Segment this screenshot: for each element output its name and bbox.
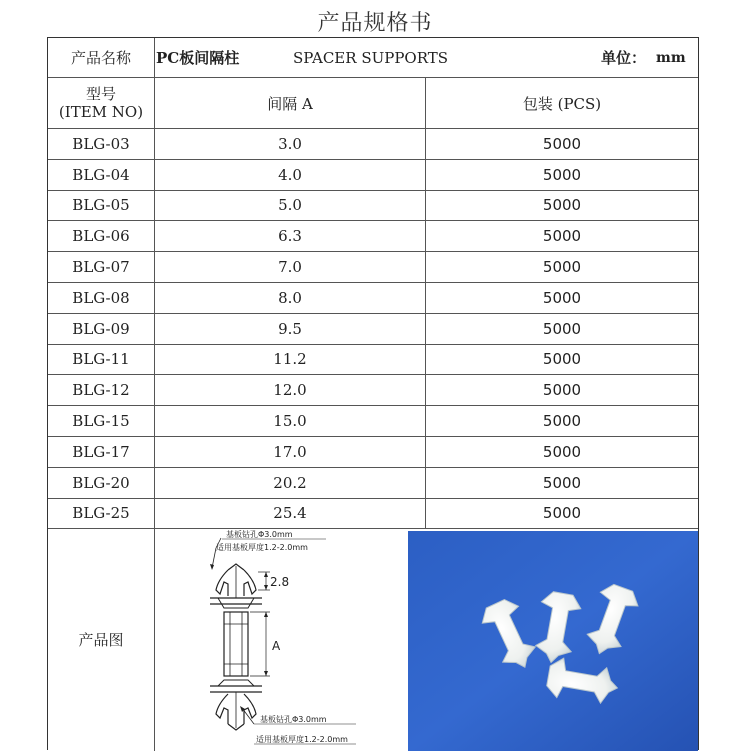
dimension-diagram	[156, 528, 406, 751]
table-row	[48, 437, 698, 468]
model-header-cn: 型号	[85, 85, 116, 103]
note-top-2: 适用基板厚度1.2-2.0mm	[216, 543, 308, 552]
spacing-header: 间隔 A	[155, 78, 426, 128]
model-cell: BLG-25	[48, 499, 155, 529]
model-cell: BLG-07	[48, 252, 155, 282]
dim-head-label: 2.8	[270, 575, 290, 589]
model-cell: BLG-17	[48, 437, 155, 467]
package-header: 包装 (PCS)	[522, 94, 602, 113]
note-bottom-1: 基板钻孔Φ3.0mm	[260, 715, 327, 724]
package-cell: 5000	[542, 196, 582, 215]
model-cell: BLG-03	[48, 129, 155, 159]
header-row	[48, 38, 698, 78]
table-row	[48, 191, 698, 222]
table-row	[48, 283, 698, 314]
model-cell: BLG-06	[48, 221, 155, 251]
page-title: 产品规格书	[317, 11, 433, 36]
spacing-cell: 9.5	[155, 314, 426, 344]
product-photo-image	[408, 531, 698, 751]
spacing-cell: 17.0	[155, 437, 426, 467]
product-image-section	[48, 528, 698, 751]
column-header-row	[48, 78, 698, 129]
product-photo	[408, 531, 698, 751]
model-cell: BLG-05	[48, 191, 155, 221]
table-row	[48, 499, 698, 530]
table-row	[48, 314, 698, 345]
table-row	[48, 252, 698, 283]
spacing-cell: 25.4	[155, 499, 426, 529]
model-header	[48, 78, 155, 128]
package-cell: 5000	[542, 412, 582, 431]
table-row	[48, 468, 698, 499]
spacing-cell: 15.0	[155, 406, 426, 436]
unit-value: mm	[656, 49, 686, 66]
name-label: 产品名称	[48, 38, 155, 77]
package-cell: 5000	[542, 504, 582, 523]
model-cell: BLG-04	[48, 160, 155, 190]
table-row	[48, 129, 698, 160]
package-cell: 5000	[542, 473, 582, 492]
spacing-cell: 20.2	[155, 468, 426, 498]
package-cell: 5000	[542, 227, 582, 246]
spacing-cell: 8.0	[155, 283, 426, 313]
spacing-cell: 11.2	[155, 345, 426, 375]
model-header-en: (ITEM NO)	[58, 103, 144, 121]
model-cell: BLG-11	[48, 345, 155, 375]
package-cell: 5000	[542, 319, 582, 338]
model-cell: BLG-12	[48, 375, 155, 405]
spacing-cell: 4.0	[155, 160, 426, 190]
model-cell: BLG-20	[48, 468, 155, 498]
spacing-cell: 12.0	[155, 375, 426, 405]
table-row	[48, 375, 698, 406]
model-cell: BLG-15	[48, 406, 155, 436]
product-name-en: SPACER SUPPORTS	[293, 48, 449, 67]
spacing-cell: 3.0	[155, 129, 426, 159]
package-cell: 5000	[542, 258, 582, 277]
table-row	[48, 345, 698, 376]
table-row	[48, 221, 698, 252]
spacing-cell: 6.3	[155, 221, 426, 251]
table-row	[48, 406, 698, 437]
package-cell: 5000	[542, 350, 582, 369]
unit-label: 单位：	[601, 49, 647, 67]
dim-spacing-label: A	[272, 639, 281, 653]
package-cell: 5000	[542, 381, 582, 400]
package-cell: 5000	[542, 442, 582, 461]
package-cell: 5000	[542, 288, 582, 307]
model-cell: BLG-09	[48, 314, 155, 344]
package-cell: 5000	[542, 134, 582, 153]
spacer-drawing	[156, 528, 406, 751]
package-cell: 5000	[542, 165, 582, 184]
note-bottom-2: 适用基板厚度1.2-2.0mm	[256, 735, 348, 744]
spacing-cell: 7.0	[155, 252, 426, 282]
table-row	[48, 160, 698, 191]
product-name: PC板间隔柱	[156, 49, 240, 67]
model-cell: BLG-08	[48, 283, 155, 313]
note-top-1: 基板钻孔Φ3.0mm	[226, 530, 293, 539]
image-label: 产品图	[48, 528, 155, 751]
spec-table	[47, 37, 699, 750]
spacing-cell: 5.0	[155, 191, 426, 221]
